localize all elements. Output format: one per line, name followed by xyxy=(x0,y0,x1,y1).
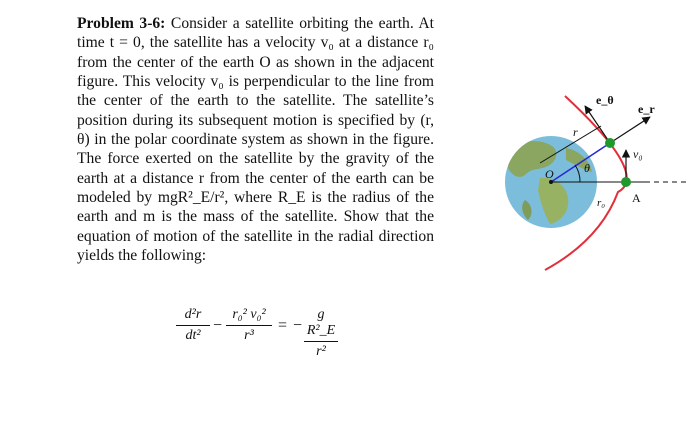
term1-denominator: dt² xyxy=(185,328,201,343)
minus-sign: − xyxy=(293,317,303,334)
e-r-vector xyxy=(610,117,650,143)
term1-numerator: d²r xyxy=(184,307,202,322)
term3-denominator: r² xyxy=(316,344,326,359)
term2-denominator: r³ xyxy=(244,328,254,343)
term3-numerator: g R²_E xyxy=(306,307,336,338)
problem-label: Problem 3-6: xyxy=(77,15,166,32)
equals-sign: = xyxy=(278,317,288,334)
e-theta-vector xyxy=(585,106,610,143)
theta-label: θ xyxy=(584,161,590,175)
point-a-label: A xyxy=(632,191,641,205)
v0-label: v₀ xyxy=(633,147,643,161)
problem-text: Consider a satellite orbiting the earth. At time t = 0, the satellite has a velocity v₀ at a distance r₀ from the center of the earth O as shown in the adjacent figure. This velocity v₀ is perpendicular to the line from the center of the earth to the satellite. The satellite’s position during its subsequent motion is specified by (r, θ) in the polar coordinate system as shown in the figure. The force exerted on the satellite by the gravity of the earth at a distance r from the center of the earth can be modeled by mgR²_E/r², where R_E is the radius of the earth and m is the mass of the satellite. Show that the equation of motion of the satellite in the radial direction yields the following: xyxy=(77,15,434,265)
satellite-position xyxy=(605,138,615,148)
satellite-initial-position xyxy=(621,177,631,187)
minus-sign: − xyxy=(213,317,223,334)
e-theta-label: e_θ xyxy=(596,93,614,107)
r-label: r xyxy=(573,125,578,139)
term2-numerator: r₀² v₀² xyxy=(232,307,266,322)
origin-label: O xyxy=(545,167,554,181)
e-r-label: e_r xyxy=(638,102,655,116)
r0-label: r₀ xyxy=(597,197,606,209)
